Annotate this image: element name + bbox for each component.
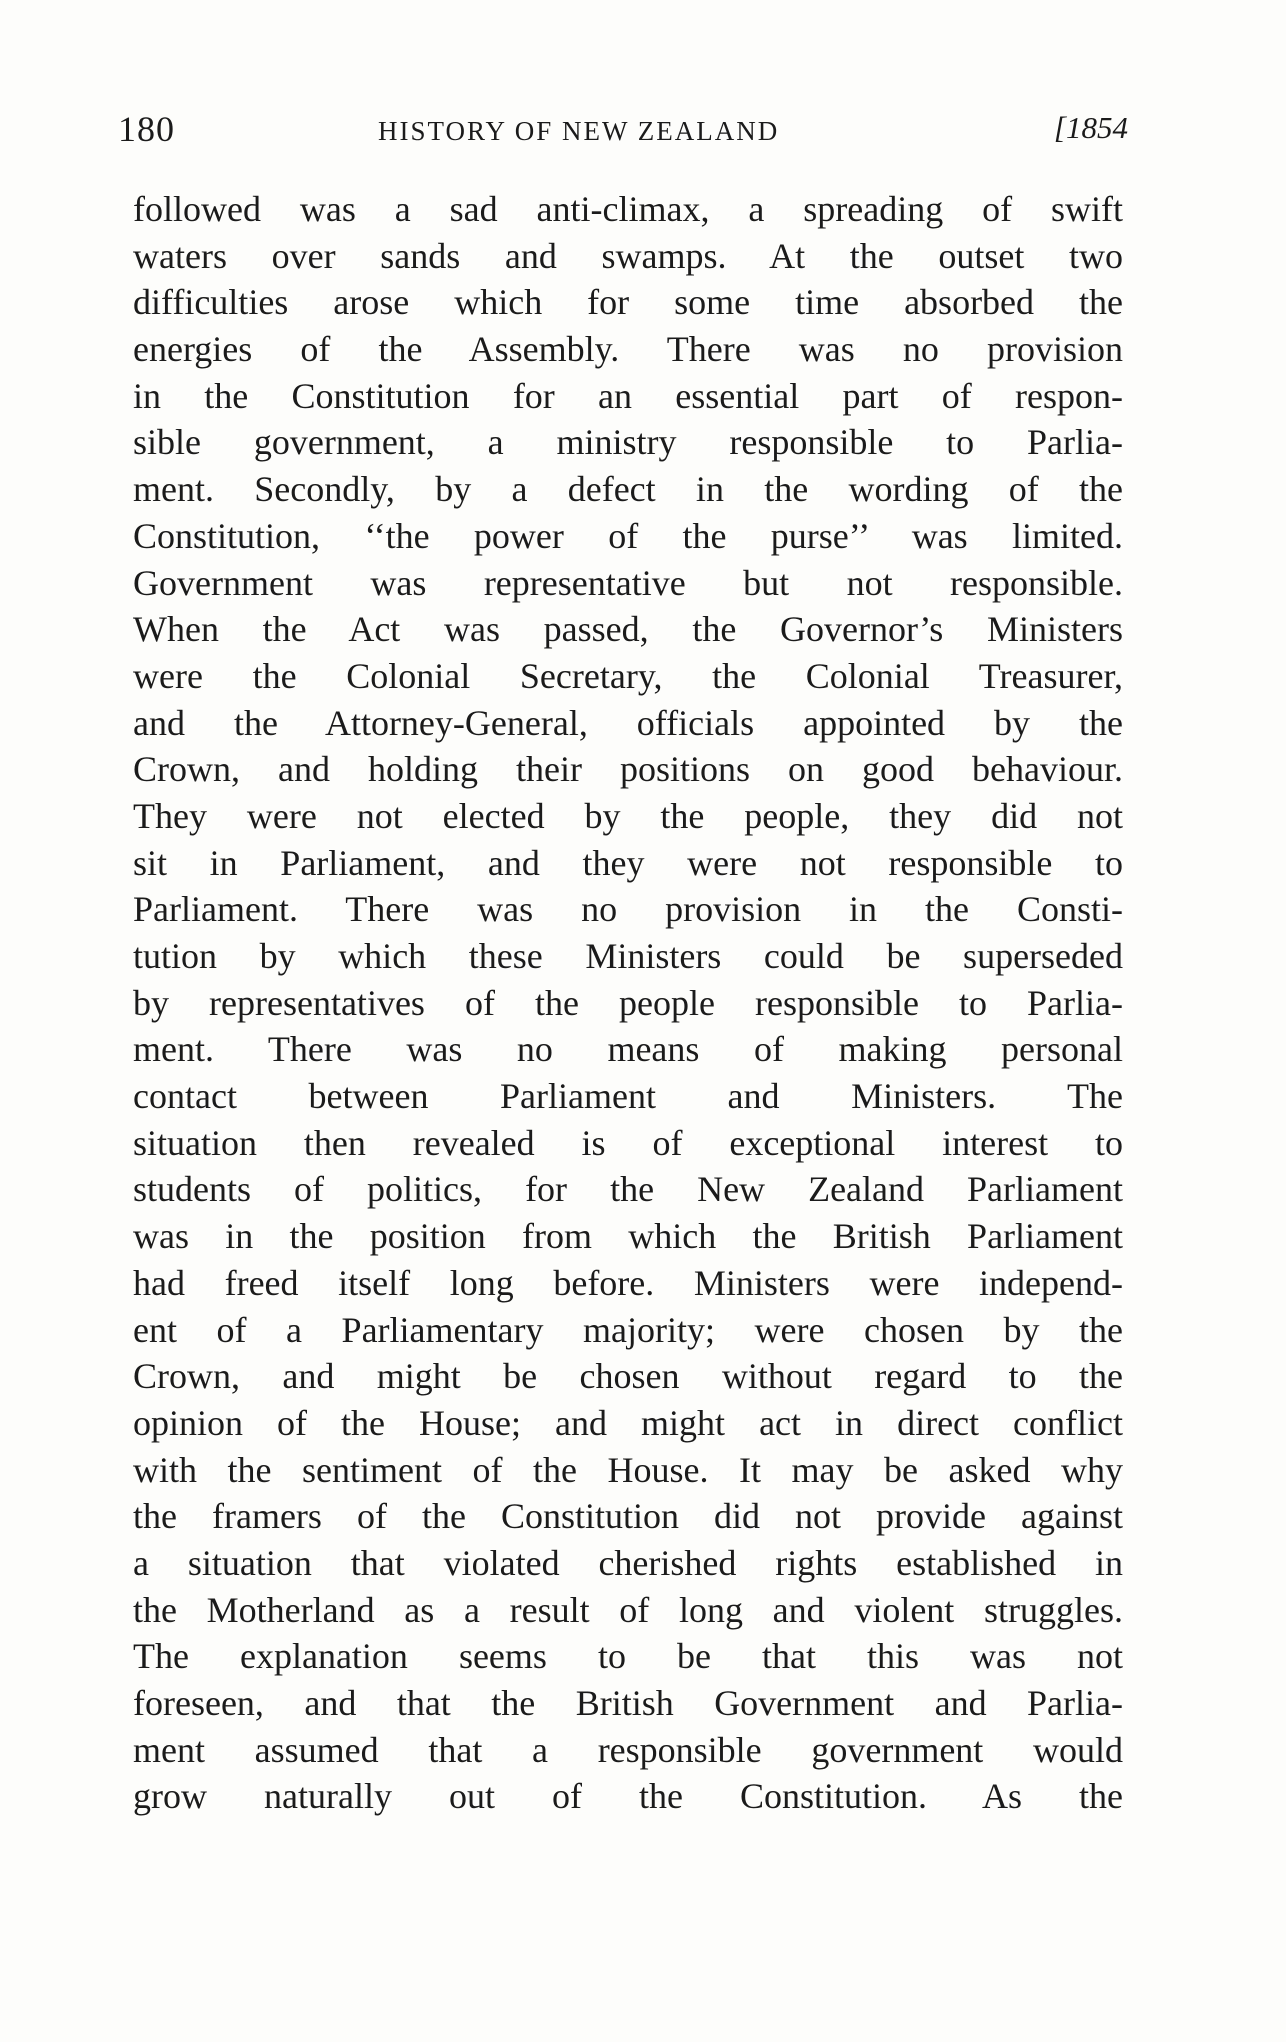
text-line: students of politics, for the New Zealand Parliament xyxy=(133,1169,1123,1210)
text-line: Constitution, ‘‘the power of the purse’’ was limited. xyxy=(133,515,1123,556)
text-line: a situation that violated cherished rights established in xyxy=(133,1542,1123,1583)
running-title: HISTORY OF NEW ZEALAND xyxy=(378,116,780,146)
text-line: tution by which these Ministers could be superseded xyxy=(133,936,1123,976)
text-line: ment. Secondly, by a defect in the wording of the xyxy=(133,469,1123,510)
text-line: Crown, and holding their positions on good behaviour. xyxy=(133,749,1123,790)
text-line: Government was representative but not responsible. xyxy=(133,562,1123,603)
page-header xyxy=(118,108,1128,152)
text-line: Parliament. There was no provision in the Consti- xyxy=(133,889,1123,930)
text-line: by representatives of the people responsible to Parlia- xyxy=(133,982,1123,1023)
text-line: the framers of the Constitution did not provide against xyxy=(133,1496,1123,1537)
text-line: contact between Parliament and Ministers. The xyxy=(133,1076,1123,1117)
text-line: waters over sands and swamps. At the outset two xyxy=(133,235,1123,276)
body-text xyxy=(133,186,1123,1820)
text-line: Crown, and might be chosen without regard to the xyxy=(133,1356,1123,1397)
header-year: [1854 xyxy=(1053,110,1128,145)
text-line: with the sentiment of the House. It may be asked why xyxy=(133,1449,1123,1490)
text-line: situation then revealed is of exceptional interest to xyxy=(133,1122,1123,1163)
text-line: were the Colonial Secretary, the Colonial Treasurer, xyxy=(133,655,1123,696)
text-line: opinion of the House; and might act in direct conflict xyxy=(133,1402,1123,1443)
text-line: The explanation seems to be that this was not xyxy=(133,1636,1123,1677)
text-line: in the Constitution for an essential part of respon- xyxy=(133,375,1123,416)
text-line: and the Attorney-General, officials appointed by the xyxy=(133,702,1123,743)
text-line: ment. There was no means of making personal xyxy=(133,1029,1123,1070)
text-line: ment assumed that a responsible government would xyxy=(133,1729,1123,1770)
text-line: foreseen, and that the British Government and Parlia- xyxy=(133,1683,1123,1723)
page-number: 180 xyxy=(118,109,175,149)
text-line: was in the position from which the British Parliament xyxy=(133,1216,1123,1257)
text-line: the Motherland as a result of long and violent struggles. xyxy=(133,1589,1123,1630)
text-line: difficulties arose which for some time absorbed the xyxy=(133,282,1123,323)
text-line: sit in Parliament, and they were not responsible to xyxy=(133,842,1123,883)
text-line: ent of a Parliamentary majority; were chosen by the xyxy=(133,1309,1123,1350)
text-line: They were not elected by the people, they did not xyxy=(133,795,1123,836)
text-line: grow naturally out of the Constitution. As the xyxy=(133,1776,1123,1817)
text-line: had freed itself long before. Ministers were independ- xyxy=(133,1262,1123,1303)
text-line: followed was a sad anti-climax, a spreading of swift xyxy=(133,189,1123,229)
text-line: When the Act was passed, the Governor’s Ministers xyxy=(133,609,1123,650)
text-line: energies of the Assembly. There was no provision xyxy=(133,329,1123,370)
text-line: sible government, a ministry responsible to Parlia- xyxy=(133,422,1123,463)
